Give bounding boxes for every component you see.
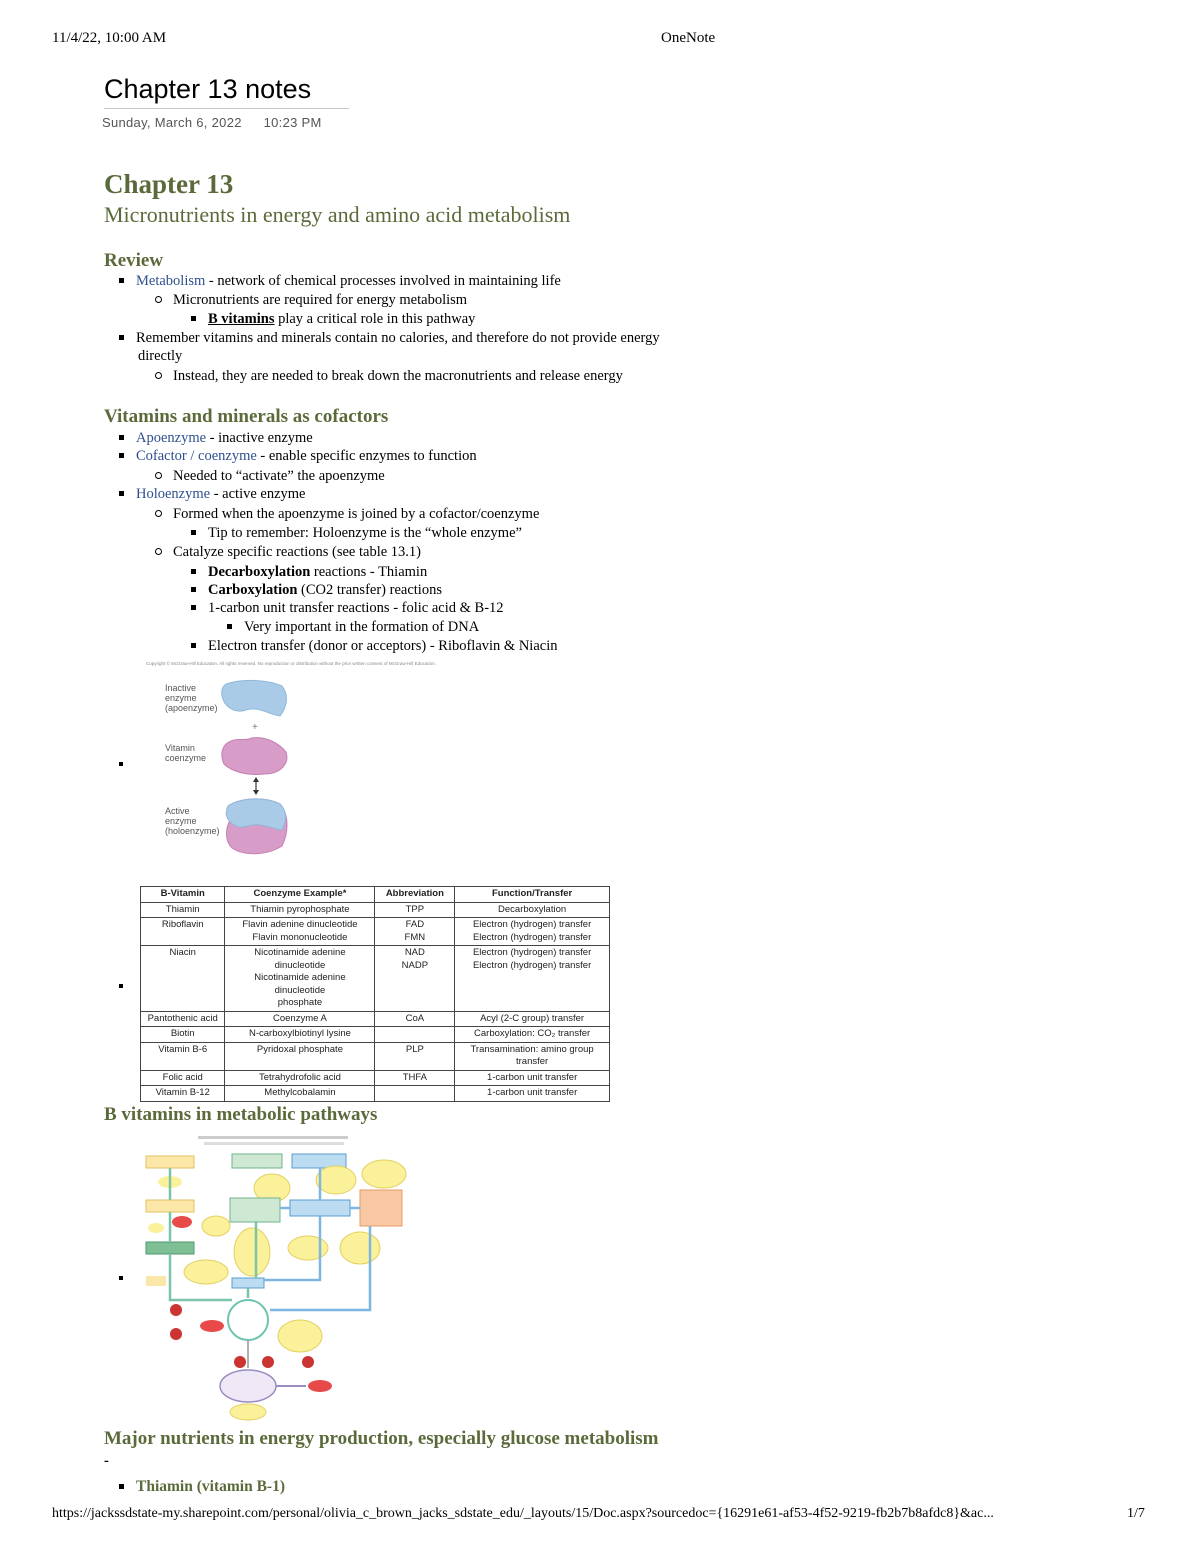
cofactor-bubble [148, 1223, 164, 1233]
list-item-continuation: directly [138, 348, 183, 364]
table-cell: Electron (hydrogen) transfer Electron (hydrogen) transfer [455, 918, 610, 946]
term-definition: - enable specific enzymes to function [256, 448, 477, 464]
cofactor-bubble [316, 1166, 356, 1194]
table-cell: Pantothenic acid [141, 1011, 225, 1027]
enzyme-activation-figure [140, 656, 436, 858]
term-definition: - active enzyme [210, 486, 306, 502]
arrow-down-icon [253, 790, 259, 795]
list-item-text: Very important in the formation of DNA [244, 619, 480, 635]
list-item [119, 429, 313, 448]
chapter-heading: Chapter 13 [104, 169, 234, 199]
circle-bullet-icon [155, 548, 162, 555]
co2-icon [170, 1328, 182, 1340]
list-item [119, 329, 660, 348]
diagram-copyright-line [204, 1142, 344, 1145]
list-item-text: Needed to “activate” the apoenzyme [173, 468, 385, 484]
diagram-box [230, 1198, 280, 1222]
list-item [191, 310, 475, 329]
table-cell: 1-carbon unit transfer [455, 1086, 610, 1102]
table-cell: Decarboxylation [455, 902, 610, 918]
list-item-text: Electron transfer (donor or acceptors) - Riboflavin & Niacin [208, 638, 558, 654]
list-item-text: (CO2 transfer) reactions [297, 582, 442, 598]
table-cell: Nicotinamide adenine dinucleotide Nicotinamide adenine dinucleotide phosphate [225, 946, 375, 1012]
list-item [119, 447, 477, 466]
cofactor-bubble [288, 1236, 328, 1260]
figure-label-coenzyme: coenzyme [165, 753, 207, 763]
b-vitamin-table [140, 886, 610, 1102]
list-item-text: Micronutrients are required for energy metabolism [173, 292, 468, 308]
cofactor-bubble [202, 1216, 230, 1236]
figure-copyright: Copyright © McGraw-Hill Education. All rights reserved. No reproduction or distribution without the prior written consent of McGraw-Hill Education. [146, 661, 436, 666]
figure-plus: + [252, 722, 258, 733]
cofactor-bubble [234, 1228, 270, 1276]
list-item-text: Instead, they are needed to break down the macronutrients and release energy [173, 368, 623, 384]
list-item-text: 1-carbon unit transfer reactions - folic acid & B-12 [208, 600, 504, 616]
column-header: Abbreviation [375, 887, 455, 903]
table-cell: Thiamin pyrophosphate [225, 902, 375, 918]
term-apoenzyme: Apoenzyme [136, 430, 207, 446]
bullet-icon [191, 605, 196, 610]
table-cell [375, 1086, 455, 1102]
page-date-time: 10:23 PM [263, 115, 322, 130]
term-carboxylation: Carboxylation [208, 582, 298, 598]
list-item-text: reactions - Thiamin [310, 564, 428, 580]
citric-acid-cycle [228, 1300, 268, 1340]
list-item-text: Tip to remember: Holoenzyme is the “whole enzyme” [208, 525, 522, 541]
table-cell: Niacin [141, 946, 225, 1012]
list-item [191, 524, 522, 543]
pathways-heading: B vitamins in metabolic pathways [104, 1104, 378, 1125]
diagram-box [146, 1276, 166, 1286]
column-header: Function/Transfer [455, 887, 610, 903]
b-vitamins-term: B vitamins [208, 311, 275, 327]
diagram-box [360, 1190, 402, 1226]
list-item [119, 272, 561, 291]
table-cell: Folic acid [141, 1070, 225, 1086]
table-cell: Electron (hydrogen) transfer Electron (hydrogen) transfer [455, 946, 610, 1012]
atp-icon [172, 1216, 192, 1228]
co2-icon [302, 1356, 314, 1368]
figure-label-holoenzyme: enzyme [165, 816, 197, 826]
list-item-text: play a critical role in this pathway [274, 311, 476, 327]
cofactor-bubble [184, 1260, 228, 1284]
bullet-icon [191, 643, 196, 648]
co2-icon [234, 1356, 246, 1368]
table-row [141, 1086, 610, 1102]
table-cell: FAD FMN [375, 918, 455, 946]
table-cell: Biotin [141, 1027, 225, 1043]
table-row [141, 1011, 610, 1027]
list-item [191, 581, 442, 600]
co2-icon [262, 1356, 274, 1368]
list-item [155, 505, 539, 524]
list-item-text: Formed when the apoenzyme is joined by a cofactor/coenzyme [173, 506, 540, 522]
bullet-icon [119, 491, 124, 496]
table-row [141, 918, 610, 946]
bullet-icon [119, 278, 124, 283]
table-cell: Tetrahydrofolic acid [225, 1070, 375, 1086]
bullet-icon [119, 335, 124, 340]
list-item [155, 291, 467, 310]
table-cell: Riboflavin [141, 918, 225, 946]
list-item [155, 543, 421, 562]
table-cell: PLP [375, 1042, 455, 1070]
atp-icon [200, 1320, 224, 1332]
diagram-box [232, 1154, 282, 1168]
bullet-icon [191, 587, 196, 592]
list-item [155, 467, 385, 486]
term-holoenzyme: Holoenzyme [136, 486, 211, 502]
cofactor-bubble [340, 1232, 380, 1264]
table-body [141, 902, 610, 1101]
bullet-icon [119, 762, 123, 766]
table-cell: Acyl (2-C group) transfer [455, 1011, 610, 1027]
figure-label-inactive: Inactive [165, 683, 197, 693]
table-row [141, 902, 610, 918]
arrow-up-icon [253, 777, 259, 782]
figure-label-holoenzyme: (holoenzyme) [165, 826, 220, 836]
list-item [191, 637, 557, 656]
term-cofactor: Cofactor / coenzyme [136, 448, 257, 464]
table-cell: Methylcobalamin [225, 1086, 375, 1102]
table-cell: NAD NADP [375, 946, 455, 1012]
table-cell: 1-carbon unit transfer [455, 1070, 610, 1086]
table-cell: CoA [375, 1011, 455, 1027]
table-cell: Vitamin B-12 [141, 1086, 225, 1102]
bullet-icon [119, 453, 124, 458]
figure-label-coenzyme: Vitamin [165, 743, 195, 753]
diagram-box [146, 1242, 194, 1254]
table-cell: Flavin adenine dinucleotide Flavin mononucleotide [225, 918, 375, 946]
major-nutrients-heading: Major nutrients in energy production, especially glucose metabolism [104, 1428, 659, 1449]
table-row [141, 946, 610, 1012]
list-item [191, 599, 504, 618]
table-row [141, 1042, 610, 1070]
table-header-row [141, 887, 610, 903]
circle-bullet-icon [155, 296, 162, 303]
column-header: B-Vitamin [141, 887, 225, 903]
figure-label-inactive: (apoenzyme) [165, 703, 218, 713]
list-item [191, 563, 427, 582]
table-cell: N-carboxylbiotinyl lysine [225, 1027, 375, 1043]
review-heading: Review [104, 250, 164, 271]
page-title: Chapter 13 notes [104, 74, 349, 109]
metabolic-pathway-diagram [140, 1130, 410, 1420]
print-datetime: 11/4/22, 10:00 AM [52, 30, 167, 46]
figure-label-holoenzyme: Active [165, 806, 190, 816]
apoenzyme-shape [222, 680, 287, 716]
cofactors-heading: Vitamins and minerals as cofactors [104, 406, 389, 427]
list-item [155, 367, 623, 386]
list-item [119, 1477, 285, 1496]
print-url: https://jackssdstate-my.sharepoint.com/personal/olivia_c_brown_jacks_sdstate_edu/_layouts/15/Doc.aspx?sourcedoc={16291e61-af53-4f52-9219-fb2b7b8afdc8}&ac... [52, 1506, 994, 1521]
list-item-text: Catalyze specific reactions (see table 13.1) [173, 544, 421, 560]
chapter-subtitle: Micronutrients in energy and amino acid metabolism [104, 202, 571, 227]
term-definition: - network of chemical processes involved in maintaining life [205, 273, 561, 289]
bullet-icon [119, 1484, 124, 1489]
figure-label-inactive: enzyme [165, 693, 197, 703]
thiamin-heading: Thiamin (vitamin B-1) [136, 1478, 285, 1495]
page-date-day: Sunday, March 6, 2022 [102, 115, 242, 130]
term-definition: - inactive enzyme [206, 430, 313, 446]
bullet-icon [191, 530, 196, 535]
diagram-copyright-line [198, 1136, 348, 1139]
column-header: Coenzyme Example* [225, 887, 375, 903]
bullet-icon [191, 316, 196, 321]
print-page-number: 1/7 [1127, 1506, 1145, 1521]
table-cell: Transamination: amino group transfer [455, 1042, 610, 1070]
bullet-icon [119, 435, 124, 440]
diagram-box [232, 1278, 264, 1288]
diagram-box [290, 1200, 350, 1216]
circle-bullet-icon [155, 372, 162, 379]
table-cell: Vitamin B-6 [141, 1042, 225, 1070]
print-app-name: OneNote [661, 30, 716, 46]
cofactor-bubble [362, 1160, 406, 1188]
page-date [102, 115, 322, 130]
table-cell: Thiamin [141, 902, 225, 918]
cofactor-bubble [278, 1320, 322, 1352]
bullet-icon [119, 984, 123, 988]
circle-bullet-icon [155, 510, 162, 517]
table-row [141, 1070, 610, 1086]
table-cell: THFA [375, 1070, 455, 1086]
circle-bullet-icon [155, 472, 162, 479]
table-cell: Coenzyme A [225, 1011, 375, 1027]
bullet-icon [119, 1276, 123, 1280]
table-cell: Pyridoxal phosphate [225, 1042, 375, 1070]
dash-bullet: - [104, 1453, 109, 1469]
term-decarboxylation: Decarboxylation [208, 564, 311, 580]
table-cell [375, 1027, 455, 1043]
coenzyme-shape [222, 738, 287, 775]
atp-icon [308, 1380, 332, 1392]
diagram-box [146, 1156, 194, 1168]
list-item [119, 485, 306, 504]
cofactor-bubble [230, 1404, 266, 1420]
table-cell: TPP [375, 902, 455, 918]
table-row [141, 1027, 610, 1043]
bullet-icon [191, 569, 196, 574]
electron-transport-chain [220, 1370, 276, 1402]
bullet-icon [227, 624, 232, 629]
diagram-box [146, 1200, 194, 1212]
list-item [227, 618, 479, 637]
co2-icon [170, 1304, 182, 1316]
list-item-text: Remember vitamins and minerals contain no calories, and therefore do not provide energy [136, 330, 660, 346]
term-metabolism: Metabolism [136, 273, 206, 289]
table-cell: Carboxylation: CO₂ transfer [455, 1027, 610, 1043]
